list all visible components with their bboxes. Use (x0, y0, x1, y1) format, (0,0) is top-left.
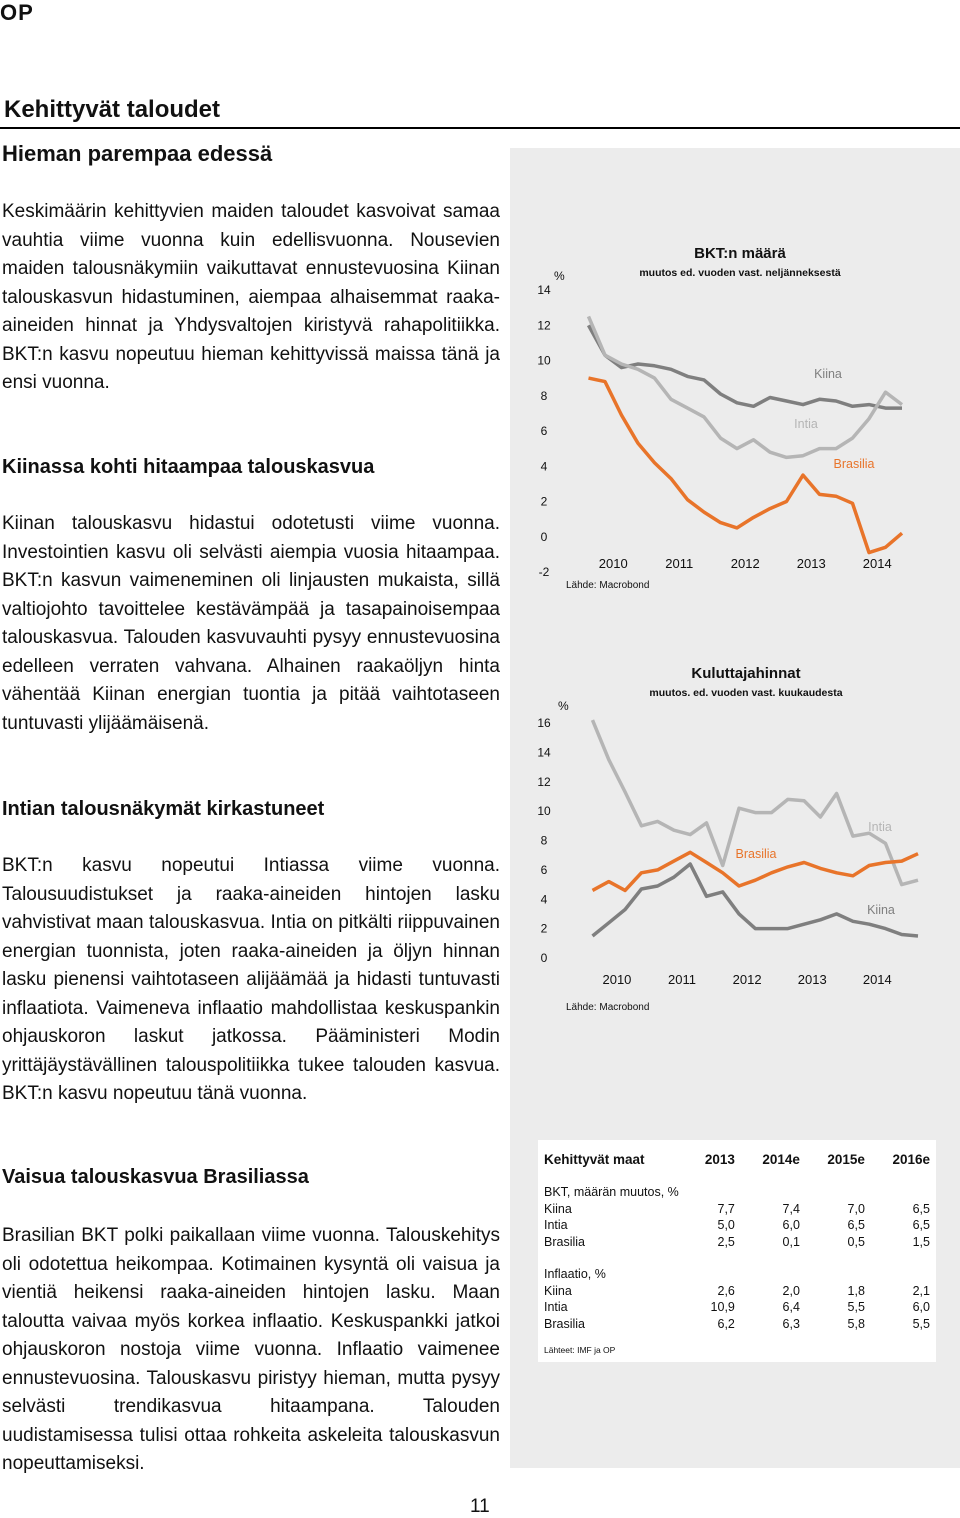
table-cell: Intia (544, 1218, 568, 1233)
table-header-row (538, 1140, 936, 1178)
table-row (538, 1316, 936, 1333)
x-tick-label: 2010 (598, 556, 628, 571)
y-tick-label: 10 (537, 804, 551, 819)
table-group-title (538, 1178, 936, 1201)
gdp-chart-svg (510, 238, 960, 708)
table-cell: 6,0 (782, 1218, 800, 1233)
intro-paragraph: Keskimäärin kehittyvien maiden taloudet kasvoivat samaa vauhtia viime vuonna kuin edellisvuonna. Nousevien maiden talousnäkymiin vaikuttavat ennustevuosina Kiinan talouskasvun hidastuminen, aiempaa alhaisemmat raaka-aineiden hinnat ja Yhdysvaltojen kiristyvä rahapolitiikka. BKT:n kasvu nopeutuu hieman kehittyvissä maissa tänä ja ensi vuonna. (2, 201, 500, 393)
y-tick-label: 10 (537, 353, 551, 368)
header-divider (0, 127, 960, 129)
label-brasilia: Brasilia (833, 457, 875, 471)
table-cell: 0,1 (782, 1234, 800, 1249)
y-tick-label: 6 (540, 424, 548, 438)
table-source-row (538, 1332, 936, 1359)
label-kiina: Kiina (867, 903, 895, 917)
table-cell: 7,4 (782, 1201, 800, 1216)
x-tick-label: 2014 (862, 556, 892, 571)
table-cell: Brasilia (544, 1316, 585, 1331)
y-tick-label: 0 (540, 529, 548, 544)
table-cell: 6,0 (912, 1300, 930, 1315)
table-cell: 5,5 (847, 1300, 865, 1315)
table-cell: 6,5 (847, 1218, 865, 1233)
table-header-cell: Kehittyvät maat (544, 1151, 645, 1167)
table-row (538, 1234, 936, 1251)
y-tick-label: 0 (540, 951, 548, 965)
table-cell: 1,5 (912, 1234, 930, 1249)
table-row (538, 1283, 936, 1300)
table-cell: 2,0 (782, 1283, 800, 1298)
table-row (538, 1201, 936, 1218)
table-group-title (538, 1250, 936, 1283)
x-tick-label: 2013 (797, 972, 827, 987)
y-unit-label: % (558, 699, 569, 713)
table-cell: 2,5 (717, 1234, 735, 1249)
heading-brasilia: Vaisua talouskasvua Brasiliassa (2, 1166, 309, 1188)
table-cell: Brasilia (544, 1234, 585, 1249)
paragraph-brasilia: Brasilian BKT polki paikallaan viime vuonna. Talouskehitys oli odotettua heikompaa. Kotimainen kysyntä oli vaisua ja vientiä heikensi raaka-aineiden hintojen lasku. Maan taloutta vaivaa myös korkea inflaatio. Keskuspankki jatkoi ohjauskoron nostoja viime vuonna. Inflaatio vaimenee ennustevuosina. Talouskasvu piristyy hieman, mutta pysyy selvästi trendikasvua hitaampana. Talouden uudistamisessa tulisi ottaa rohkeita askeleita talouskasvun nopeuttamiseksi. (2, 1225, 500, 1474)
table-row (538, 1299, 936, 1316)
y-tick-label: 8 (540, 833, 548, 848)
label-intia: Intia (794, 417, 818, 431)
table-cell: 0,5 (847, 1234, 865, 1249)
y-tick-label: 12 (537, 774, 551, 789)
table-cell: 6,5 (912, 1218, 930, 1233)
x-tick-label: 2011 (668, 972, 697, 987)
cpi-chart (510, 658, 960, 1028)
paragraph-intia: BKT:n kasvu nopeutui Intiassa viime vuonna. Talousuudistukset ja raaka-aineiden hintojen lasku vahvistivat maan talouskasvua. Intia on pitkälti riippuvainen energian tuonnista, joten raaka-aineiden ja öljyn hinnan lasku pienensi vaihtotaseen alijäämää ja hidasti tuntuvasti inflaatiota. Vaimeneva inflaatio mahdollistaa keskuspankin ohjauskoron laskut jatkossa. Pääministeri Modin yrittäjäystävällinen talouspolitiikka tukee talouden kasvua. BKT:n kasvu nopeutuu tänä vuonna. (2, 855, 500, 1104)
table-cell: 2,6 (717, 1283, 735, 1298)
label-intia: Intia (868, 820, 892, 834)
y-tick-label: 16 (537, 716, 551, 730)
table-cell: 6,3 (782, 1316, 800, 1331)
x-tick-label: 2012 (732, 972, 762, 987)
forecast-table-grid (538, 1140, 936, 1359)
paragraph-kiina: Kiinan talouskasvu hidastui odotetusti viime vuonna. Investointien kasvu oli selvästi aiempia vuosia hitaampaa. BKT:n kasvun vaimeneminen oli linjausten mukaista, sillä valtiojohto tavoittelee kestävämpää ja tasapainoisempaa talouskasvua. Talouden kasvuvauhti pysyy ennustevuosina edelleen verraten vahvana. Alhainen raakaöljyn hinta vähentää Kiinan energian tuontia ja pitää vaihtotaseen tuntuvasti ylijäämäisenä. (2, 513, 500, 734)
x-tick-label: 2012 (730, 556, 760, 571)
table-header-cell: 2015e (827, 1151, 865, 1167)
section-title: Kehittyvät taloudet (4, 96, 221, 123)
table-cell: 10,9 (710, 1300, 735, 1315)
table-header-cell: 2013 (704, 1151, 735, 1167)
label-kiina: Kiina (814, 367, 842, 381)
y-tick-label: 12 (537, 318, 551, 333)
gdp-chart (510, 238, 960, 708)
table-cell: Intia (544, 1300, 568, 1315)
y-tick-label: 4 (540, 459, 548, 474)
y-tick-label: -2 (538, 565, 550, 579)
y-tick-label: 14 (537, 745, 551, 760)
chart-title: BKT:n määrä (694, 245, 786, 262)
table-cell: 2,1 (912, 1283, 930, 1298)
table-cell: 6,2 (717, 1316, 735, 1331)
chart-source: Lähde: Macrobond (566, 580, 650, 591)
y-tick-label: 2 (540, 494, 548, 509)
table-cell: 5,8 (847, 1316, 865, 1331)
group-title-gdp: BKT, määrän muutos, % (544, 1185, 679, 1200)
page-number: 11 (470, 1496, 490, 1517)
group-title-inflation: Inflaatio, % (544, 1267, 606, 1282)
table-cell: 7,7 (717, 1201, 735, 1216)
heading-intia: Intian talousnäkymät kirkastuneet (2, 798, 325, 820)
y-tick-label: 14 (537, 283, 551, 297)
cpi-chart-svg (510, 658, 960, 1028)
x-tick-label: 2014 (862, 972, 892, 987)
y-tick-label: 6 (540, 862, 548, 877)
chart-subtitle: muutos ed. vuoden vast. neljänneksestä (639, 267, 841, 279)
table-header-cell: 2014e (762, 1151, 800, 1167)
forecast-table (538, 1140, 936, 1362)
y-tick-label: 4 (540, 892, 548, 907)
chart-source: Lähde: Macrobond (566, 1002, 650, 1013)
table-cell: Kiina (544, 1201, 572, 1216)
table-cell: Kiina (544, 1283, 572, 1298)
table-cell: 6,4 (782, 1300, 800, 1315)
table-header-cell: 2016e (892, 1151, 930, 1167)
x-tick-label: 2011 (665, 556, 694, 571)
table-cell: 1,8 (847, 1283, 865, 1298)
table-cell: 5,5 (912, 1316, 930, 1331)
y-tick-label: 2 (540, 921, 548, 936)
label-brasilia: Brasilia (735, 847, 777, 861)
heading-kiina: Kiinassa kohti hitaampaa talouskasvua (2, 456, 375, 478)
x-tick-label: 2013 (796, 556, 826, 571)
y-unit-label: % (554, 269, 565, 283)
brand-logo-text: OP (0, 0, 34, 25)
chart-title: Kuluttajahinnat (691, 665, 801, 682)
x-tick-label: 2010 (602, 972, 632, 987)
chart-subtitle: muutos. ed. vuoden vast. kuukaudesta (649, 687, 843, 699)
table-source: Lähteet: IMF ja OP (544, 1345, 616, 1356)
table-row (538, 1217, 936, 1234)
table-cell: 5,0 (717, 1218, 735, 1233)
page-subtitle: Hieman parempaa edessä (2, 141, 273, 166)
table-cell: 6,5 (912, 1201, 930, 1216)
y-tick-label: 8 (540, 388, 548, 403)
table-cell: 7,0 (847, 1201, 865, 1216)
